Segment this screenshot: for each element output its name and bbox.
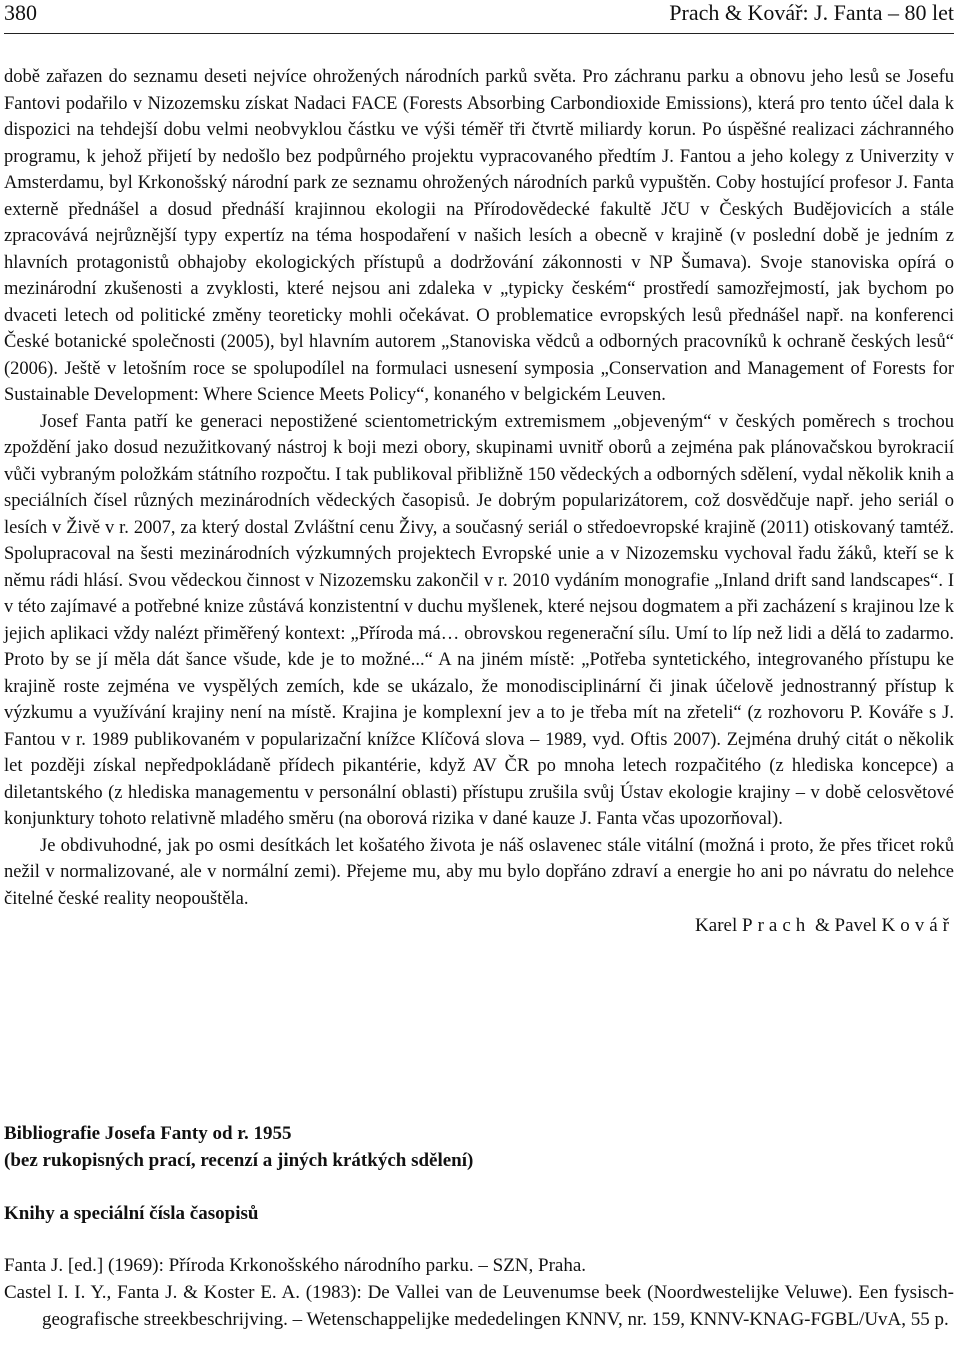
bibliography-title-line-2: (bez rukopisných prací, recenzí a jiných krátkých sdělení)	[4, 1150, 474, 1171]
bibliography-section-heading: Knihy a speciální čísla časopisů	[4, 1203, 259, 1224]
running-head: Prach & Kovář: J. Fanta – 80 let	[669, 0, 954, 25]
reference-item: Castel I. I. Y., Fanta J. & Koster E. A. (1983): De Vallei van de Leuvenumse beek (Noordwestelijke Veluwe). Een fysisch-geografische streekbeschrijving. – Wetenschappelijke mededelingen KNNV, nr. 159, KNNV-KNAG-FGBL/UvA, 55 p.	[4, 1282, 954, 1330]
bibliography-title-line-1: Bibliografie Josefa Fanty od r. 1955	[4, 1123, 292, 1144]
reference-list	[4, 1252, 954, 1333]
author-2-surname: Kovář	[881, 915, 954, 936]
article-body	[4, 64, 954, 939]
author-1-surname: Prach	[742, 915, 811, 936]
reference-item: Fanta J. [ed.] (1969): Příroda Krkonošského národního parku. – SZN, Praha.	[4, 1255, 587, 1276]
author-1-first-name: Karel	[695, 915, 738, 936]
bibliography	[4, 1120, 954, 1333]
page-number: 380	[4, 0, 37, 25]
author-2-first-name: Pavel	[834, 915, 877, 936]
paragraph-2: Josef Fanta patří ke generaci nepostižené scientometrickým extremismem „objeveným“ v českých poměrech s trochou zpoždění jako dosud nezužitkovaný nástroj k boji mezi obory, skupinami uvnitř oborů a zejména pak plánovačskou byrokracií vůči vybraným položkám státního rozpočtu. I tak publikoval přibližně 150 vědeckých a odborných sdělení, vydal několik knih a speciálních čísel různých mezinárodních vědeckých časopisů. Je dobrým popularizátorem, což dosvědčuje např. jeho seriál o lesích v Živě v r. 2007, za který dostal Zvláštní cenu Živy, a současný seriál o středoevropské krajině (2011) otiskovaný tamtéž. Spolupracoval na šesti mezinárodních výzkumných projektech Evropské unie a v Nizozemsku vychoval řadu žáků, kteří se k němu rádi hlásí. Svou vědeckou činnost v Nizozemsku zakončil v r. 2010 vydáním monografie „Inland drift sand landscapes“. I v této zajímavé a potřebné knize zůstává konzistentní v duchu myšlenek, které nejsou dogmatem a při zacházení s krajinou lze k jejich aplikaci vždy nalézt přiměřený kontext: „Příroda má… obrovskou regenerační sílu. Umí to líp než lidi a dělá to zadarmo. Proto by se jí měla dát šance všude, kde je to možné...“ A na jiném místě: „Potřeba syntetického, integrovaného přístupu ke krajině roste zejména ve vyspělých zemích, kde se ukázalo, že monodisciplinární či jinak účelově jednostranný přístup k výzkumu a využívání krajiny není na místě. Krajina je komplexní jev a to je třeba mít na zřeteli“ (z rozhovoru P. Kováře s J. Fantou v r. 1989 publikovaném v popularizační knížce Klíčová slova – 1989, vyd. Oftis 2007). Zejména druhý citát o několik let později získal nepředpokládaně přídech pikantérie, když AV ČR po mnoha letech rozpačitého (z hlediska koncepce) a diletantského (z hlediska managementu v personální oblasti) přístupu zrušila svůj Ústav ekologie krajiny – v době celosvětové konjunktury tohoto relativně mladého směru (na oborová rizika v dané kauze J. Fanta včas upozorňoval).	[4, 411, 954, 829]
paragraph-3: Je obdivuhodné, jak po osmi desítkách let košatého života je náš oslavenec stále vitální (možná i proto, že přes třicet roků nežil v normalizované, ale v normální zemi). Přejeme mu, aby mu bylo dopřáno zdraví a energie ho ani po návratu do nelehce čitelné české reality neopouštěla.	[4, 835, 954, 909]
page-header	[4, 0, 954, 30]
header-rule	[4, 33, 954, 34]
paragraph-1: době zařazen do seznamu deseti nejvíce ohrožených národních parků světa. Pro záchranu parku a obnovu jeho lesů se Josefu Fantovi podařilo v Nizozemsku získat Nadaci FACE (Forests Absorbing Carbondioxide Emissions), která pro tento účel dala k dispozici na tehdejší dobu velmi neobvyklou částku ve výši téměř tři čtvrtě miliardy korun. Po úspěšné realizaci záchranného programu, k jehož přijetí by nedošlo bez podpůrného projektu vypracovaného předtím J. Fantou a jeho kolegy z Univerzity v Amsterdamu, byl Krkonošský národní park ze seznamu ohrožených národních parků vypuštěn. Coby hostující profesor J. Fanta externě přednášel a dosud přednáší krajinnou ekologii na Přírodovědecké fakultě JčU v Českých Budějovicích a stále zpracovává nejrůznější typy expertíz na téma hospodaření v našich lesích a obecně v krajině (v poslední době je jedním z hlavních protagonistů obhajoby ekologických přístupů a dodržování zákonnosti v NP Šumava). Svoje stanoviska opírá o mezinárodní zkušenosti a zvyklosti, které nejsou ani zdaleka v „typicky českém“ prostředí samozřejmostí, jak bychom po dvaceti letech od politické změny teoreticky mohli očekávat. O problematice evropských lesů přednášel např. na konferenci České botanické společnosti (2005), byl hlavním autorem „Stanoviska vědců a odborných pracovníků k ochraně českých lesů“ (2006). Ještě v letošním roce se spolupodílel na formulaci usnesení symposia „Conservation and Management of Forests for Sustainable Development: Where Science Meets Policy“, konaného v belgickém Leuven.	[4, 67, 954, 405]
author-signature	[4, 913, 954, 939]
author-connector: &	[815, 915, 830, 936]
